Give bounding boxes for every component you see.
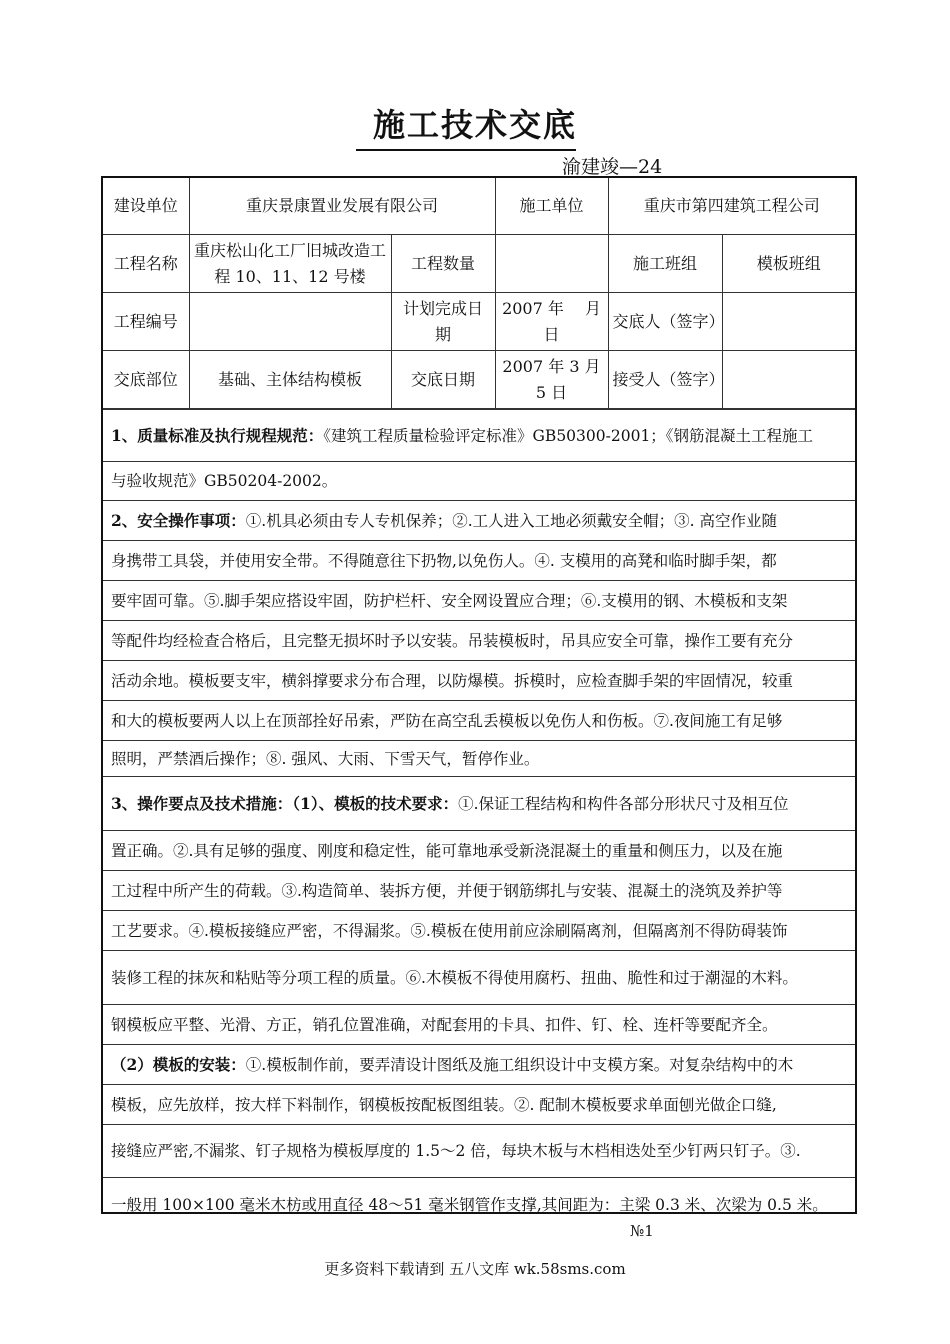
section-line [103, 910, 855, 950]
section-text: ①.机具必须由专人专机保养；②.工人进入工地必须戴安全帽；③. 高空作业随 [245, 511, 778, 530]
section-text: 工过程中所产生的荷载。③.构造简单、装拆方便，并便于钢筋绑扎与安装、混凝土的浇筑及养护等 [111, 881, 783, 900]
section-text: 要牢固可靠。⑤.脚手架应搭设牢固，防护栏杆、安全网设置应合理；⑥.支模用的钢、木模板和支架 [111, 591, 788, 610]
section-text: 一般用 100×100 毫米木枋或用直径 48～51 毫米钢管作支撑,其间距为：主梁 0.3 米、次梁为 0.5 米。 [111, 1195, 828, 1214]
document-code: 渝建竣—24 [562, 156, 663, 178]
table-row [103, 293, 855, 351]
value-builder-unit: 重庆市第四建筑工程公司 [608, 178, 855, 235]
value-planned-completion: 2007 年 月 日 [495, 293, 608, 351]
section-line [103, 580, 855, 620]
label-planned-completion: 计划完成日期 [391, 293, 495, 351]
label-project-quantity: 工程数量 [391, 235, 495, 293]
label-disclosure-date: 交底日期 [391, 351, 495, 409]
label-project-name: 工程名称 [103, 235, 189, 293]
value-project-quantity [495, 235, 608, 293]
section-heading: 1、质量标准及执行规程规范： [111, 425, 324, 445]
label-builder-unit: 施工单位 [495, 178, 608, 235]
footer-note: 更多资料下载请到 五八文库 wk.58sms.com [324, 1260, 626, 1278]
section-line [103, 620, 855, 660]
page-number: №1 [630, 1222, 654, 1240]
table-row [103, 351, 855, 409]
value-discloser-signature [722, 293, 855, 351]
document-title: 施工技术交底 [372, 106, 577, 144]
section-line [103, 1124, 855, 1177]
label-construction-unit: 建设单位 [103, 178, 189, 235]
section-text: 身携带工具袋，并使用安全带。不得随意往下扔物,以免伤人。④. 支模用的高凳和临时脚手架，都 [111, 551, 777, 570]
label-project-number: 工程编号 [103, 293, 189, 351]
section-safety [103, 500, 855, 540]
section-line [103, 540, 855, 580]
section-text: 照明，严禁酒后操作；⑧. 强风、大雨、下雪天气，暂停作业。 [111, 749, 540, 768]
section-text: 和大的模板要两人以上在顶部拴好吊索，严防在高空乱丢模板以免伤人和伤板。⑦.夜间施工有足够 [111, 711, 783, 730]
section-heading: 2、安全操作事项： [111, 510, 246, 530]
section-line [103, 1004, 855, 1044]
section-quality-standards [103, 409, 855, 461]
section-heading: 3、操作要点及技术措施：（1）、模板的技术要求： [111, 793, 459, 813]
project-info-table [103, 178, 855, 409]
value-project-name: 重庆松山化工厂旧城改造工程 10、11、12 号楼 [189, 235, 391, 293]
value-project-number [189, 293, 391, 351]
section-text: 装修工程的抹灰和粘贴等分项工程的质量。⑥.木模板不得使用腐朽、扭曲、脆性和过于潮湿的木料。 [111, 968, 798, 987]
disclosure-sheet [101, 176, 857, 1214]
section-text: ①.保证工程结构和构件各部分形状尺寸及相互位 [458, 794, 789, 813]
section-line [103, 830, 855, 870]
section-text: 钢模板应平整、光滑、方正，销孔位置准确，对配套用的卡具、扣件、钉、栓、连杆等要配齐全。 [111, 1015, 778, 1034]
label-work-team: 施工班组 [608, 235, 722, 293]
table-row [103, 178, 855, 235]
section-text: ①.模板制作前，要弄清设计图纸及施工组织设计中支模方案。对复杂结构中的木 [245, 1055, 794, 1074]
section-text: 活动余地。模板要支牢，横斜撑要求分布合理，以防爆模。拆模时，应检查脚手架的牢固情况，较重 [111, 671, 794, 690]
value-disclosure-part: 基础、主体结构模板 [189, 351, 391, 409]
label-receiver-signature: 接受人（签字） [608, 351, 722, 409]
value-disclosure-date: 2007 年 3 月 5 日 [495, 351, 608, 409]
section-formwork-installation [103, 1044, 855, 1084]
section-line [103, 1084, 855, 1124]
section-line [103, 870, 855, 910]
section-text: 置正确。②.具有足够的强度、刚度和稳定性，能可靠地承受新浇混凝土的重量和侧压力，以及在施 [111, 841, 783, 860]
section-text: 接缝应严密,不漏浆、钉子规格为模板厚度的 1.5～2 倍，每块木板与木档相迭处至少钉两只钉子。③. [111, 1142, 801, 1160]
section-line [103, 740, 855, 776]
section-text: 与验收规范》GB50204-2002。 [111, 472, 338, 490]
value-work-team: 模板班组 [722, 235, 855, 293]
section-operation-points [103, 776, 855, 830]
title-underline [356, 149, 576, 151]
section-text: 等配件均经检查合格后，且完整无损坏时予以安装。吊装模板时，吊具应安全可靠，操作工要有充分 [111, 631, 794, 650]
section-text: 《建筑工程质量检验评定标准》GB50300-2001；《钢筋混凝土工程施工 [323, 426, 814, 445]
label-discloser-signature: 交底人（签字） [608, 293, 722, 351]
section-line [103, 1177, 855, 1231]
section-text: 模板，应先放样，按大样下料制作，钢模板按配板图组装。②. 配制木模板要求单面刨光做企口缝, [111, 1095, 777, 1114]
section-heading: （2）模板的安装： [111, 1054, 246, 1074]
section-line [103, 660, 855, 700]
label-disclosure-part: 交底部位 [103, 351, 189, 409]
value-construction-unit: 重庆景康置业发展有限公司 [189, 178, 495, 235]
table-row [103, 235, 855, 293]
section-line [103, 700, 855, 740]
value-receiver-signature [722, 351, 855, 409]
section-text: 工艺要求。④.模板接缝应严密，不得漏浆。⑤.模板在使用前应涂刷隔离剂，但隔离剂不得防碍装饰 [111, 921, 788, 940]
section-line [103, 950, 855, 1004]
section-line [103, 461, 855, 500]
